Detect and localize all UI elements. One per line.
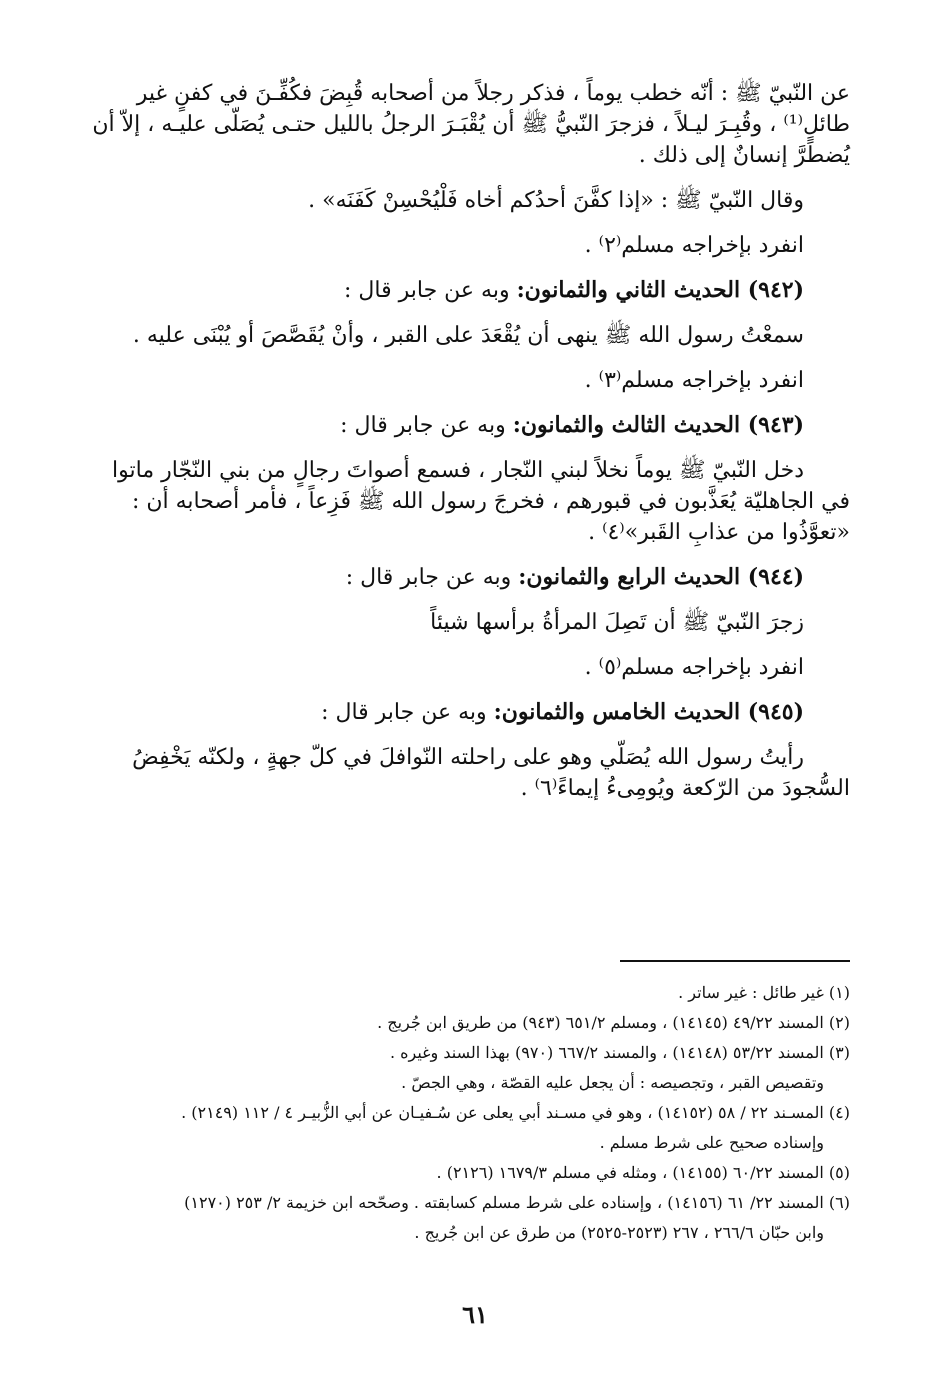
- footnote-5: (٥) المسند ٦٠/٢٢ (١٤١٥٥) ، ومثله في مسلم ١٦٧٩/٣ (٢١٢٦) .: [436, 1163, 850, 1182]
- footnote-3: (٣) المسند ٥٣/٢٢ (١٤١٤٨) ، والمسند ٦٦٧/٢ (٩٧٠) بهذا السند وغيره .: [389, 1043, 850, 1062]
- hadith-943-intro: وبه عن جابر قال :: [340, 413, 513, 438]
- hadith-944-intro: وبه عن جابر قال :: [345, 565, 519, 590]
- paragraph-3: انفرد بإخراجه مسلم⁽٢⁾ .: [584, 233, 804, 258]
- hadith-945-intro: وبه عن جابر قال :: [321, 700, 494, 725]
- paragraph-7: زجرَ النّبيّ ﷺ أن تَصِلَ المرأةُ برأسها شيئاً: [430, 610, 804, 635]
- footnote-3-continued: وتقصيص القبر ، وتجصيصه : أن يجعل عليه القصّة ، وهي الجصّ .: [401, 1073, 824, 1092]
- footnote-divider: [620, 960, 850, 962]
- paragraph-1: عن النّبيّ ﷺ : أنّه خطب يوماً ، فذكر رجلاً من أصحابه قُبِضَ فكُفِّـنَ في كفنٍ غير طائلٍ⁽¹⁾ ، وقُبِـرَ ليـلاً ، فزجرَ النّبيُّ ﷺ أن يُقْبَـرَ الرجلُ بالليل حتـى يُصَلّى عليـه ، إلاّ أن يُضطَرَّ إنسانٌ إلى ذلك .: [92, 81, 850, 168]
- hadith-944-title: (٩٤٤) الحديث الرابع والثمانون:: [518, 564, 804, 590]
- hadith-942-intro: وبه عن جابر قال :: [344, 278, 517, 303]
- paragraph-5: انفرد بإخراجه مسلم⁽٣⁾ .: [584, 368, 804, 393]
- footnote-6: (٦) المسند ٢٢/ ٦١ (١٤١٥٦) ، وإسناده على شرط مسلم كسابقته . وصحّحه ابن خزيمة ٢/ ٢٥٣ (١٢٧٠): [184, 1193, 850, 1212]
- paragraph-4: سمعْتُ رسول الله ﷺ ينهى أن يُقْعَدَ على القبر ، وأنْ يُقَصَّصَ أو يُبْنَى عليه .: [132, 323, 804, 348]
- hadith-944-heading: [80, 562, 850, 593]
- hadith-945-title: (٩٤٥) الحديث الخامس والثمانون:: [493, 699, 804, 725]
- hadith-943-title: (٩٤٣) الحديث الثالث والثمانون:: [512, 412, 804, 438]
- paragraph-8: انفرد بإخراجه مسلم⁽٥⁾ .: [584, 655, 804, 680]
- footnote-4: (٤) المسـند ٢٢ / ٥٨ (١٤١٥٢) ، وهو في مسـند أبي يعلى عن سُـفيـان عن أبي الزُّبيـر ٤ / ١١٢ (٢١٤٩) .: [181, 1103, 850, 1122]
- page-number: ٦١: [462, 1300, 488, 1329]
- hadith-942-heading: [80, 275, 850, 306]
- footnotes: [80, 978, 850, 1248]
- main-text: [80, 78, 850, 818]
- hadith-943-heading: [80, 410, 850, 441]
- paragraph-9: رأيتُ رسول الله يُصَلّي وهو على راحلته النّوافلَ في كلّ جهةٍ ، ولكنّه يَخْفِضُ السُّجودَ من الرّكعة ويُومِىءُ إيماءً⁽٦⁾ .: [132, 745, 850, 801]
- paragraph-6: دخل النّبيّ ﷺ يوماً نخلاً لبني النّجار ، فسمع أصواتَ رجالٍ من بني النّجّار ماتوا في الجاهليّة يُعَذَّبون في قبورهم ، فخرجَ رسول الله ﷺ فَزِعاً ، فأمر أصحابه أن : «تعوَّذُوا من عذابِ القَبر»⁽٤⁾ .: [112, 458, 850, 545]
- footnote-6-continued: وابن حبّان ٢٦٦/٦ ، ٢٦٧ (٢٥٢٣-٢٥٢٥) من طرق عن ابن جُريج .: [414, 1223, 824, 1242]
- footnote-1: (١) غير طائل : غير ساتر .: [678, 983, 850, 1002]
- hadith-945-heading: [80, 697, 850, 728]
- footnote-2: (٢) المسند ٤٩/٢٢ (١٤١٤٥) ، ومسلم ٦٥١/٢ (٩٤٣) من طريق ابن جُريج .: [377, 1013, 850, 1032]
- footnote-4-continued: وإسناده صحيح على شرط مسلم .: [599, 1133, 824, 1152]
- hadith-942-title: (٩٤٢) الحديث الثاني والثمانون:: [516, 277, 804, 303]
- paragraph-2: وقال النّبيّ ﷺ : «إذا كفَّنَ أحدُكم أخاه فَلْيُحْسِنْ كَفَنَه» .: [308, 188, 804, 213]
